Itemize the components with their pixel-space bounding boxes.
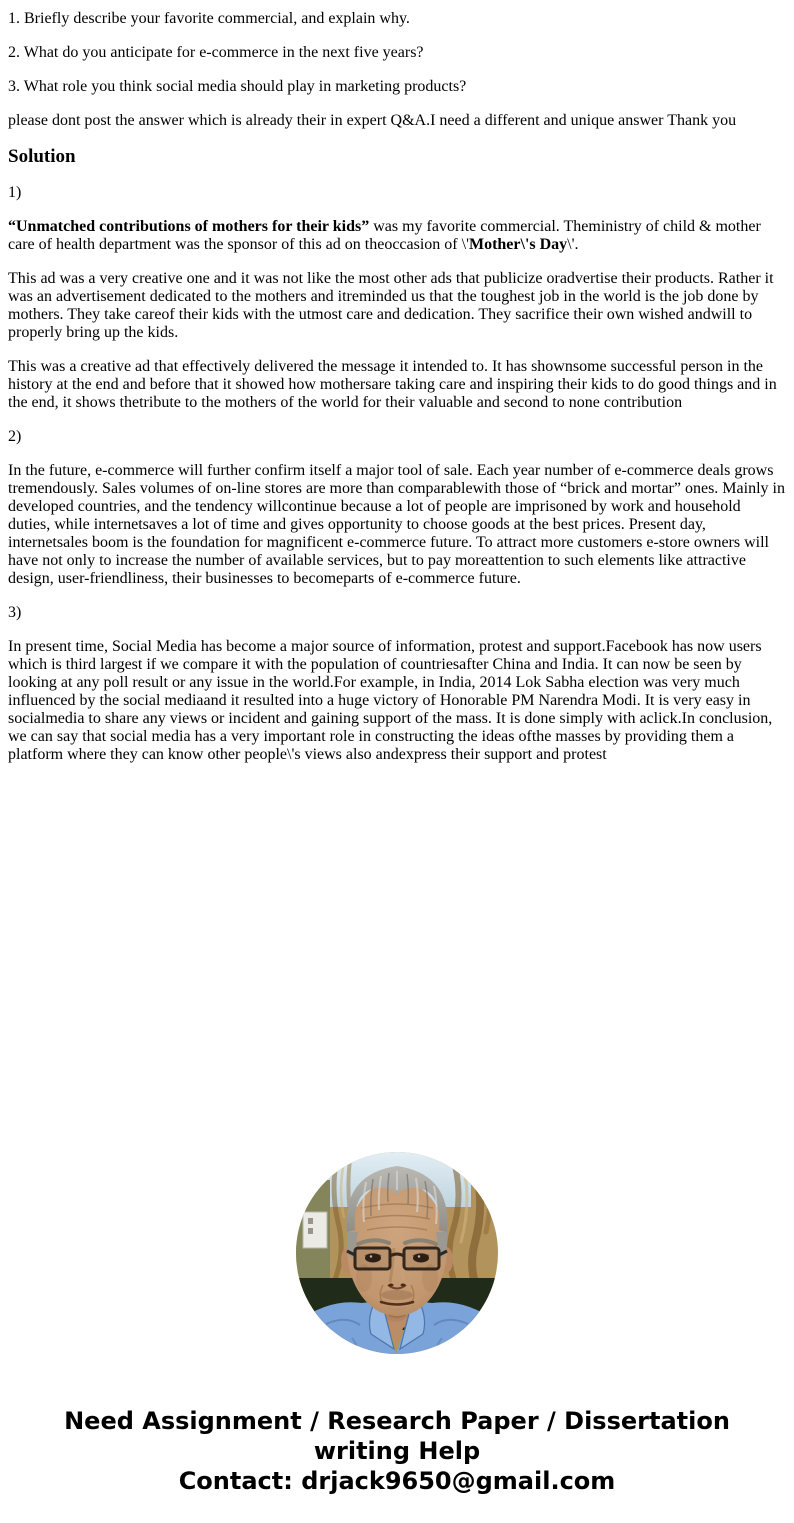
answer3-label: 3) <box>8 604 22 621</box>
switch-plate <box>303 1212 327 1248</box>
answer1-paragraph2: This ad was a very creative one and it was not like the most other ads that publicize oradvertise their products. Rather it was an advertisement dedicated to the mothers and itreminded us that the toughest job in the world is the job done by mothers. They take careof their kids with the utmost care and dedication. They sacrifice their own wished andwill to properly bring up the kids. <box>8 270 774 341</box>
stubble <box>381 1290 413 1300</box>
answer3-paragraph1: In present time, Social Media has become a major source of information, protest and support.Facebook has now users which is third largest if we compare it with the population of countriesafter China and India. It can now be seen by looking at any poll result or any issue in the world.For example, in India, 2014 Lok Sabha election was very much influenced by the social mediaand it resulted into a huge victory of Honorable PM Narendra Modi. It is very easy in socialmedia to share any views or incident and gaining support of the mass. It is done simply with aclick.In conclusion, we can say that social media has a very important role in constructing the ideas ofthe masses by providing them a platform where they can know other people\'s views also andexpress their support and protest <box>8 638 773 763</box>
request-note: please dont post the answer which is already their in expert Q&A.I need a different and unique answer Thank you <box>8 112 737 129</box>
footer-line-2: writing Help <box>313 1437 481 1465</box>
answer1-label: 1) <box>8 184 22 201</box>
document-body <box>8 10 786 764</box>
answer1-paragraph1 <box>8 218 786 254</box>
tutor-avatar <box>8 1152 786 1354</box>
commercial-title-bold: “Unmatched contributions of mothers for their kids” <box>8 218 370 235</box>
question-2: 2. What do you anticipate for e-commerce in the next five years? <box>8 44 424 61</box>
question-3: 3. What role you think social media should play in marketing products? <box>8 78 467 95</box>
answer1-text2: \'. <box>567 236 579 253</box>
footer-banner <box>8 1406 786 1496</box>
footer-contact-email: Contact: drjack9650@gmail.com <box>178 1467 616 1495</box>
answer1-paragraph3: This was a creative ad that effectively delivered the message it intended to. It has shownsome successful person in the history at the end and before that it showed how mothersare taking care and inspiring their kids to do good things and in the end, it shows thetribute to the mothers of the world for their valuable and second to none contribution <box>8 358 777 411</box>
mothers-day-bold: Mother\'s Day <box>468 236 568 253</box>
tutor-photo-illustration <box>296 1152 498 1354</box>
answer2-label: 2) <box>8 428 22 445</box>
footer-line-1: Need Assignment / Research Paper / Dissertation <box>64 1407 730 1435</box>
answer1-text1: was my favorite commercial. Theministry of child & mother care of health department was the sponsor of this ad on theoccasion of \' <box>8 218 761 253</box>
answer2-paragraph1: In the future, e-commerce will further confirm itself a major tool of sale. Each year number of e-commerce deals grows tremendously. Sales volumes of on-line stores are more than comparablewith those of “brick and mortar” ones. Mainly in developed countries, and the tendency willcontinue because a lot of people are imprisoned by work and household duties, while internetsaves a lot of time and gives opportunity to choose goods at the best prices. Present day, internetsales boom is the foundation for magnificent e-commerce future. To attract more customers e-store owners will have not only to increase the number of available services, but to pay moreattention to such elements like attractive design, user-friendliness, their businesses to becomeparts of e-commerce future. <box>8 462 785 587</box>
question-1: 1. Briefly describe your favorite commercial, and explain why. <box>8 10 410 27</box>
solution-heading: Solution <box>8 146 76 167</box>
